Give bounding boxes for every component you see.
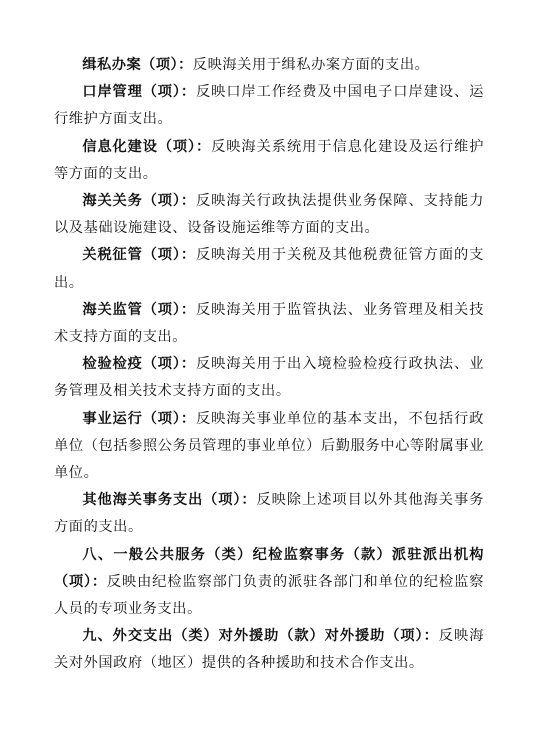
paragraph-smuggling-case (54, 52, 484, 79)
item-description: 反映由纪检监察部门负责的派驻各部门和单位的纪检监察人员的专项业务支出。 (54, 573, 484, 618)
paragraph-other-customs-expenses (54, 487, 484, 541)
item-description: 反映海关事业单位的基本支出，不包括行政单位（包括参照公务员管理的事业单位）后勤服务中心等附属事业单位。 (54, 410, 485, 482)
paragraph-port-management (54, 79, 484, 133)
item-term: 检验检疫（项）： (82, 356, 196, 373)
item-term: 关税征管（项）： (82, 247, 196, 264)
item-description: 反映除上述项目以外其他海关事务方面的支出。 (54, 492, 484, 536)
paragraph-foreign-aid (54, 623, 484, 677)
item-description: 反映海关用于出入境检验检疫行政执法、业务管理及相关技术支持方面的支出。 (54, 356, 485, 400)
paragraph-institution-operation (54, 406, 484, 488)
item-term: 九、外交支出（类）对外援助（款）对外援助（项）： (82, 628, 439, 645)
paragraph-customs-affairs (54, 188, 484, 242)
item-term: 海关关务（项）： (82, 193, 196, 210)
item-description: 反映口岸工作经费及中国电子口岸建设、运行维护方面支出。 (54, 84, 485, 128)
item-description: 反映海关系统用于信息化建设及运行维护等方面的支出。 (54, 138, 484, 182)
paragraph-discipline-inspection (54, 542, 484, 624)
item-term: 海关监管（项）： (82, 301, 196, 318)
item-term: 信息化建设（项）： (82, 138, 212, 155)
item-description: 反映海关对外国政府（地区）提供的各种援助和技术合作支出。 (54, 628, 484, 672)
paragraph-customs-supervision (54, 297, 484, 351)
document-body (54, 52, 484, 678)
item-term: 事业运行（项）： (82, 410, 196, 427)
item-description: 反映海关行政执法提供业务保障、支持能力以及基础设施建设、设备设施运维等方面的支出。 (54, 193, 485, 237)
item-term: 口岸管理（项）： (82, 84, 196, 101)
paragraph-tariff-collection (54, 242, 484, 296)
paragraph-inspection-quarantine (54, 351, 484, 405)
item-term: 其他海关事务支出（项）： (82, 492, 257, 509)
paragraph-informatization (54, 134, 484, 188)
item-description: 反映海关用于缉私办案方面的支出。 (192, 57, 430, 73)
item-term: 缉私办案（项）： (82, 57, 193, 73)
item-description: 反映海关用于监管执法、业务管理及相关技术支持方面的支出。 (54, 301, 485, 346)
item-description: 反映海关用于关税及其他税费征管方面的支出。 (54, 247, 485, 291)
item-term: 八、一般公共服务（类）纪检监察事务（款）派驻派出机构（项）： (54, 546, 484, 590)
